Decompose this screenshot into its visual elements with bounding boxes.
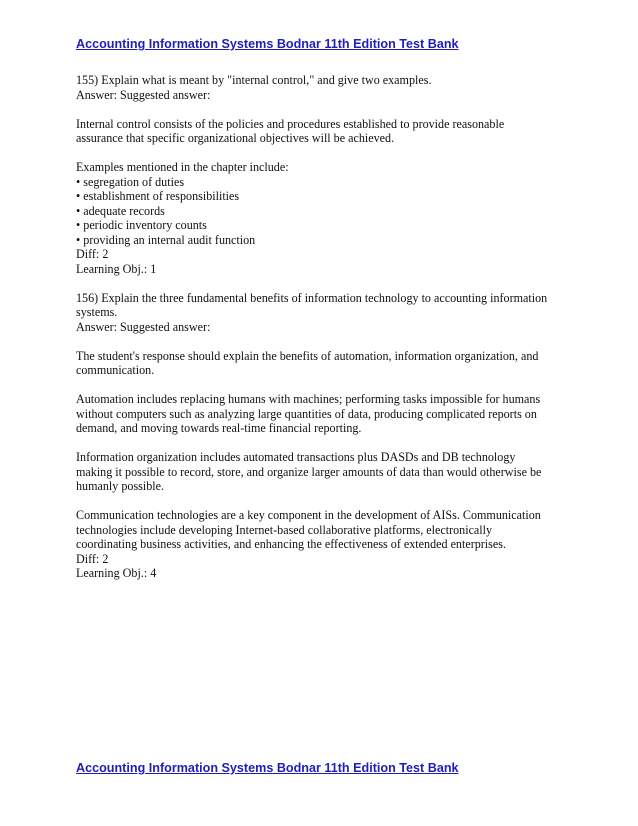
answer-paragraph-line: demand, and moving towards real-time financial reporting. — [76, 421, 362, 435]
answer-label: Answer: Suggested answer: — [76, 87, 211, 102]
answer-paragraph-line: Communication technologies are a key component in the development of AISs. Communication — [76, 508, 541, 522]
answer-paragraph-line: Information organization includes automated transactions plus DASDs and DB technology — [76, 450, 516, 464]
answer-paragraph-line: The student's response should explain the benefits of automation, information organization, and — [76, 348, 539, 363]
examples-intro: Examples mentioned in the chapter include: — [76, 160, 289, 174]
question-156-text: 156) Explain the three fundamental benefits of information technology to accounting information — [76, 290, 548, 305]
bullet-item: • providing an internal audit function — [76, 233, 576, 248]
footer-title-link[interactable]: Accounting Information Systems Bodnar 11th Edition Test Bank — [76, 761, 459, 775]
answer-paragraph-line: coordinating business activities, and enhancing the effectiveness of extended enterprises. — [76, 537, 506, 551]
question-156-text: systems. — [76, 305, 118, 319]
question-155 — [76, 73, 576, 276]
answer-paragraph-line: making it possible to record, store, and organize larger amounts of data than would otherwise be — [76, 464, 542, 479]
answer-paragraph-line: assurance that specific organizational objectives will be achieved. — [76, 131, 395, 145]
learning-objective-label: Learning Obj.: 4 — [76, 566, 157, 580]
bullet-item: • establishment of responsibilities — [76, 189, 576, 204]
difficulty-label: Diff: 2 — [76, 551, 109, 566]
bullet-item: • segregation of duties — [76, 175, 576, 190]
answer-paragraph-line: humanly possible. — [76, 479, 165, 493]
header-title-link[interactable]: Accounting Information Systems Bodnar 11th Edition Test Bank — [76, 37, 459, 51]
answer-label: Answer: Suggested answer: — [76, 319, 211, 334]
answer-paragraph-line: technologies include developing Internet-based collaborative platforms, electronically — [76, 522, 493, 537]
question-156 — [76, 291, 576, 581]
difficulty-label: Diff: 2 — [76, 247, 109, 261]
answer-paragraph-line: without computers such as analyzing large quantities of data, producing complicated reports on — [76, 406, 537, 421]
answer-paragraph-line: Internal control consists of the policies and procedures established to provide reasonable — [76, 116, 505, 131]
bullet-item: • periodic inventory counts — [76, 218, 576, 233]
question-155-text: 155) Explain what is meant by "internal control," and give two examples. — [76, 73, 432, 87]
learning-objective-label: Learning Obj.: 1 — [76, 261, 157, 276]
answer-paragraph-line: communication. — [76, 363, 155, 377]
document-body — [76, 73, 576, 581]
answer-paragraph-line: Automation includes replacing humans with machines; performing tasks impossible for humans — [76, 392, 541, 406]
bullet-item: • adequate records — [76, 204, 576, 219]
